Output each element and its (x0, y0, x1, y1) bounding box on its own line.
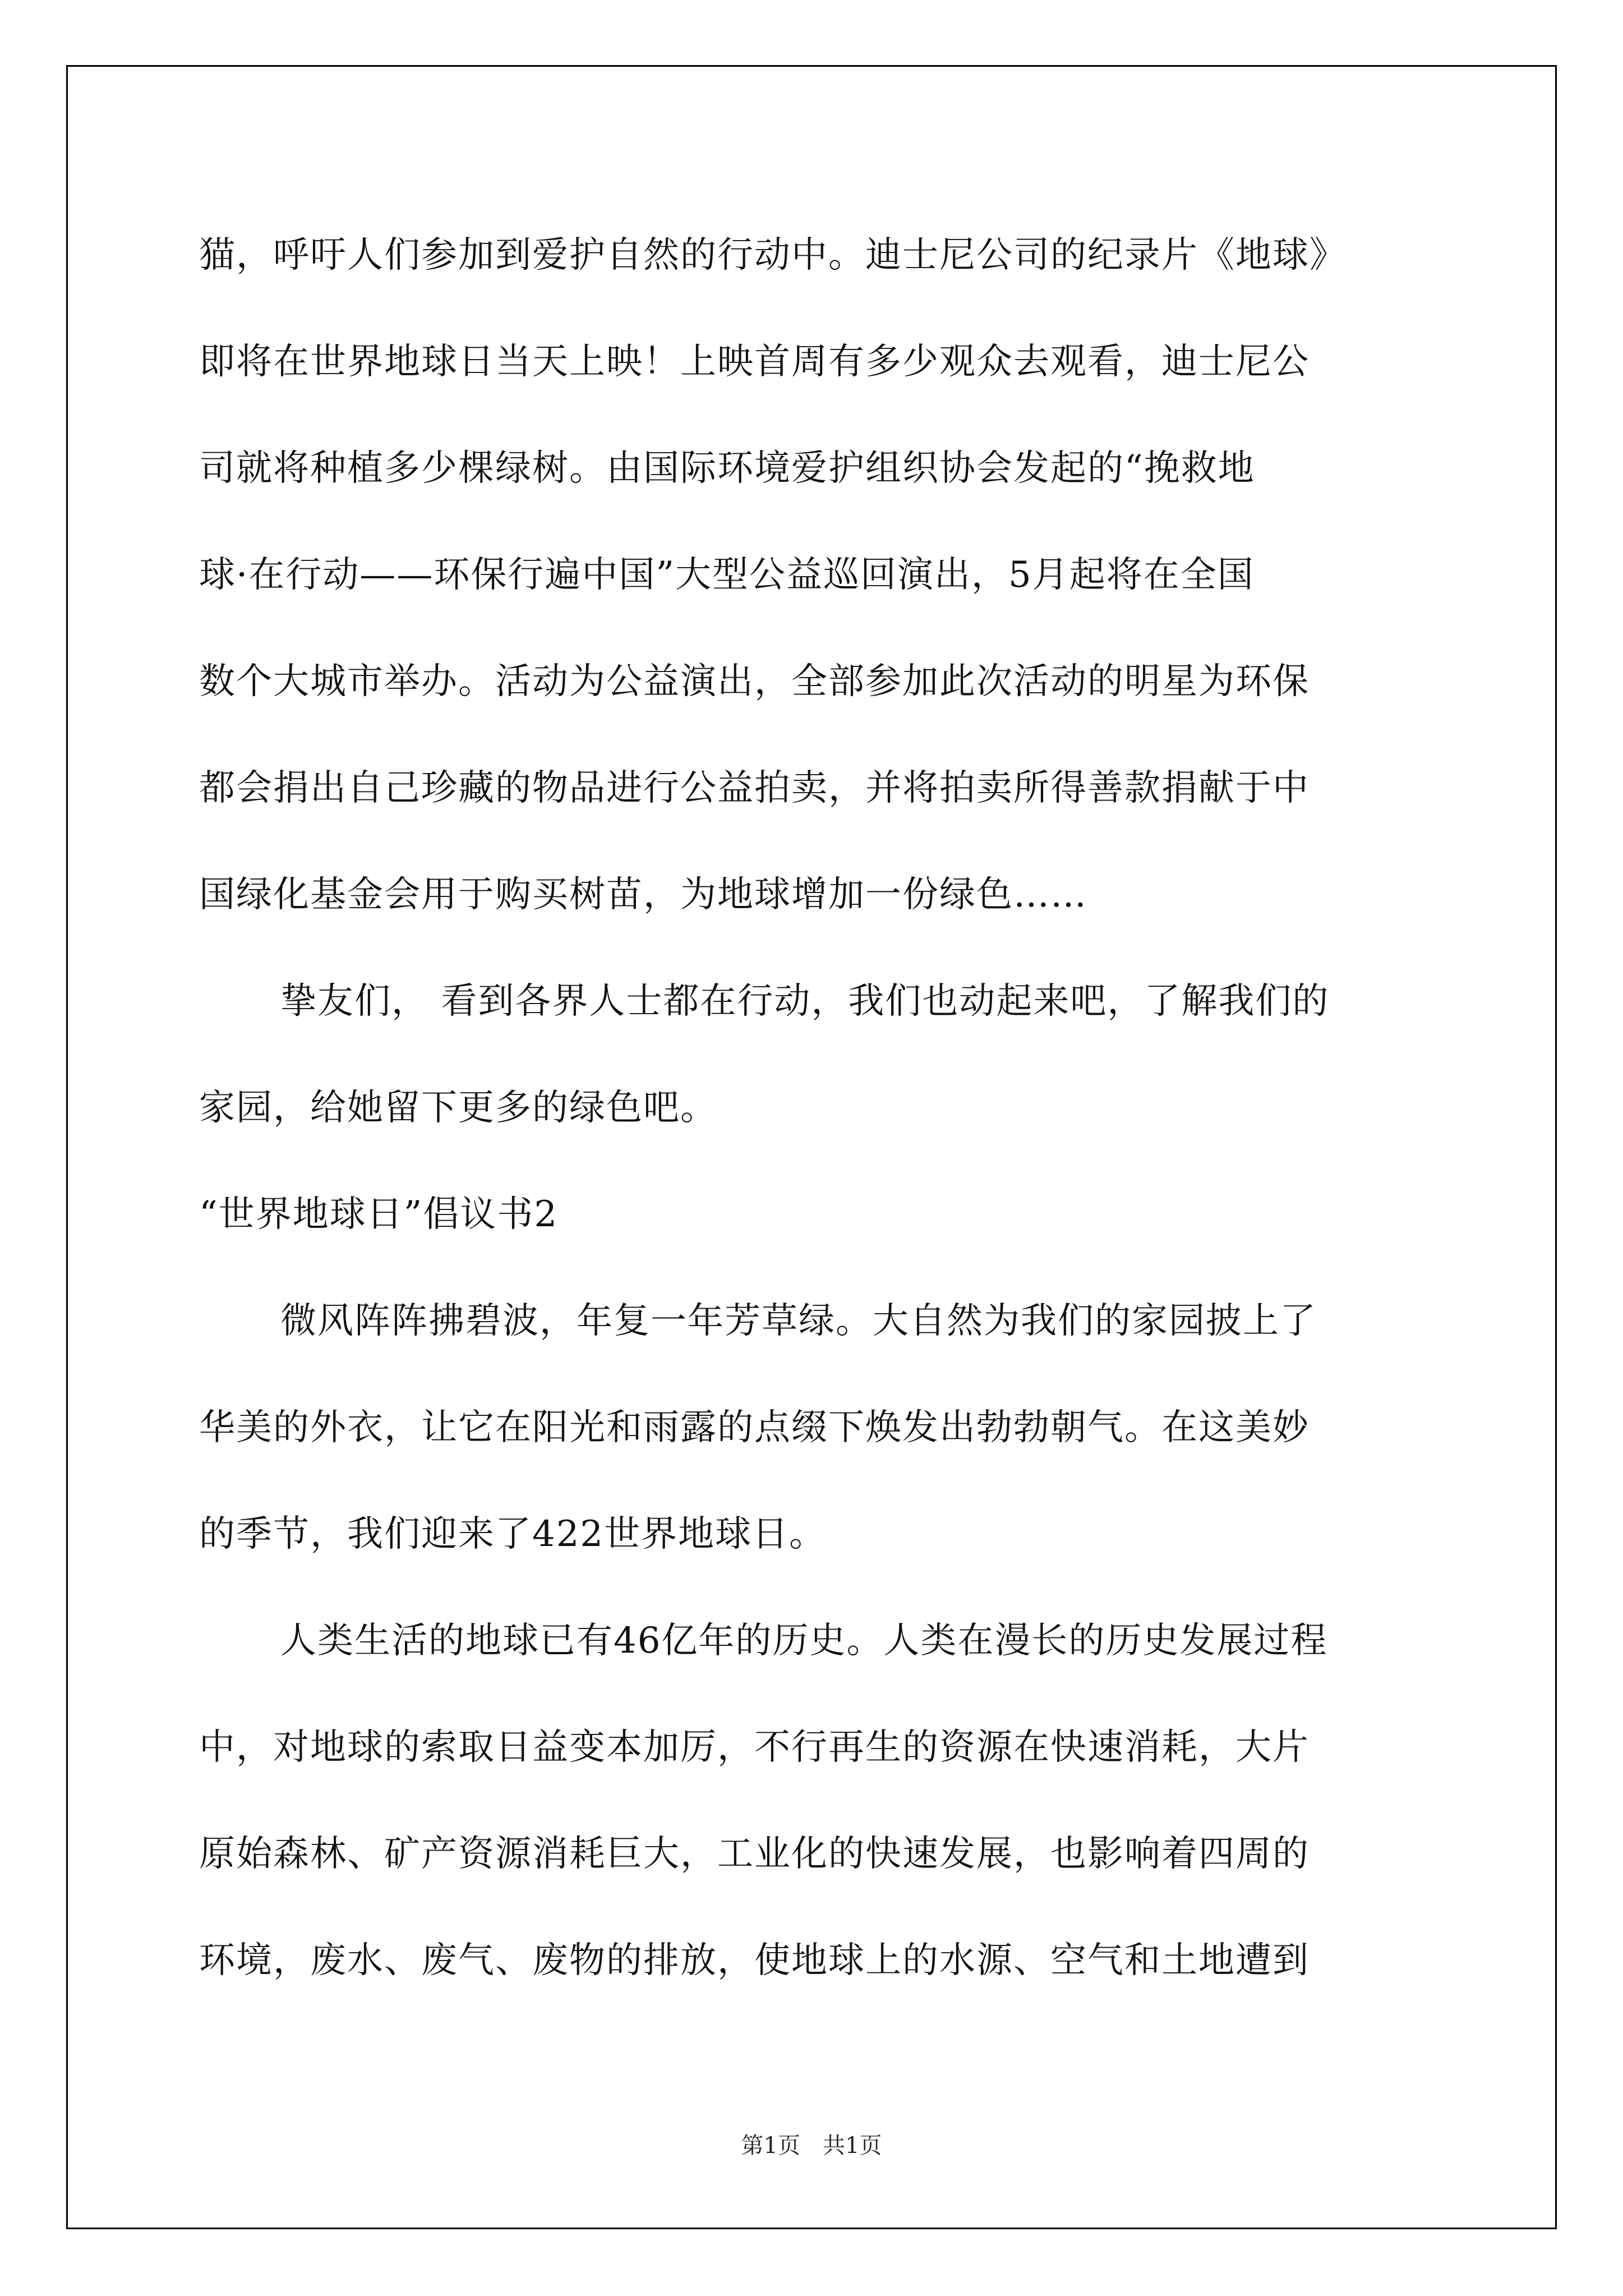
text-line: 家园，给她留下更多的绿色吧。 (199, 1087, 717, 1129)
page-number: 第1页 (741, 2133, 800, 2159)
text-line: 环境，废水、废气、废物的排放，使地球上的水源、空气和土地遭到 (199, 1940, 1310, 1981)
text-line: 都会捐出自己珍藏的物品进行公益拍卖，并将拍卖所得善款捐献于中 (199, 767, 1310, 809)
page-footer (0, 2132, 1623, 2160)
paragraph-start-line: 微风阵阵拂碧波，年复一年芳草绿。大自然为我们的家园披上了 (280, 1300, 1317, 1342)
page-total: 共1页 (823, 2133, 882, 2159)
paragraph-start-line: 人类生活的地球已有46亿年的历史。人类在漫长的历史发展过程 (280, 1620, 1328, 1662)
text-line: 华美的外衣，让它在阳光和雨露的点缀下焕发出勃勃朝气。在这美妙 (199, 1407, 1310, 1448)
section-heading: “世界地球日”倡议书2 (199, 1194, 559, 1235)
text-line: 球·在行动——环保行遍中国”大型公益巡回演出，5月起将在全国 (199, 554, 1255, 596)
text-line: 的季节，我们迎来了422世界地球日。 (199, 1513, 827, 1555)
text-line: 原始森林、矿产资源消耗巨大，工业化的快速发展，也影响着四周的 (199, 1833, 1310, 1875)
document-body (199, 202, 1430, 2014)
text-line: 猫，呼吁人们参加到爱护自然的行动中。迪士尼公司的纪录片《地球》 (199, 234, 1347, 276)
paragraph-start-line: 挚友们， 看到各界人士都在行动，我们也动起来吧，了解我们的 (280, 981, 1330, 1022)
text-line: 国绿化基金会用于购买树苗，为地球增加一份绿色…… (199, 874, 1087, 915)
text-line: 数个大城市举办。活动为公益演出，全部参加此次活动的明星为环保 (199, 661, 1310, 702)
text-line: 中，对地球的索取日益变本加厉，不行再生的资源在快速消耗，大片 (199, 1727, 1310, 1768)
text-line: 司就将种植多少棵绿树。由国际环境爱护组织协会发起的“挽救地 (199, 448, 1255, 489)
text-line: 即将在世界地球日当天上映！上映首周有多少观众去观看，迪士尼公 (199, 341, 1310, 383)
